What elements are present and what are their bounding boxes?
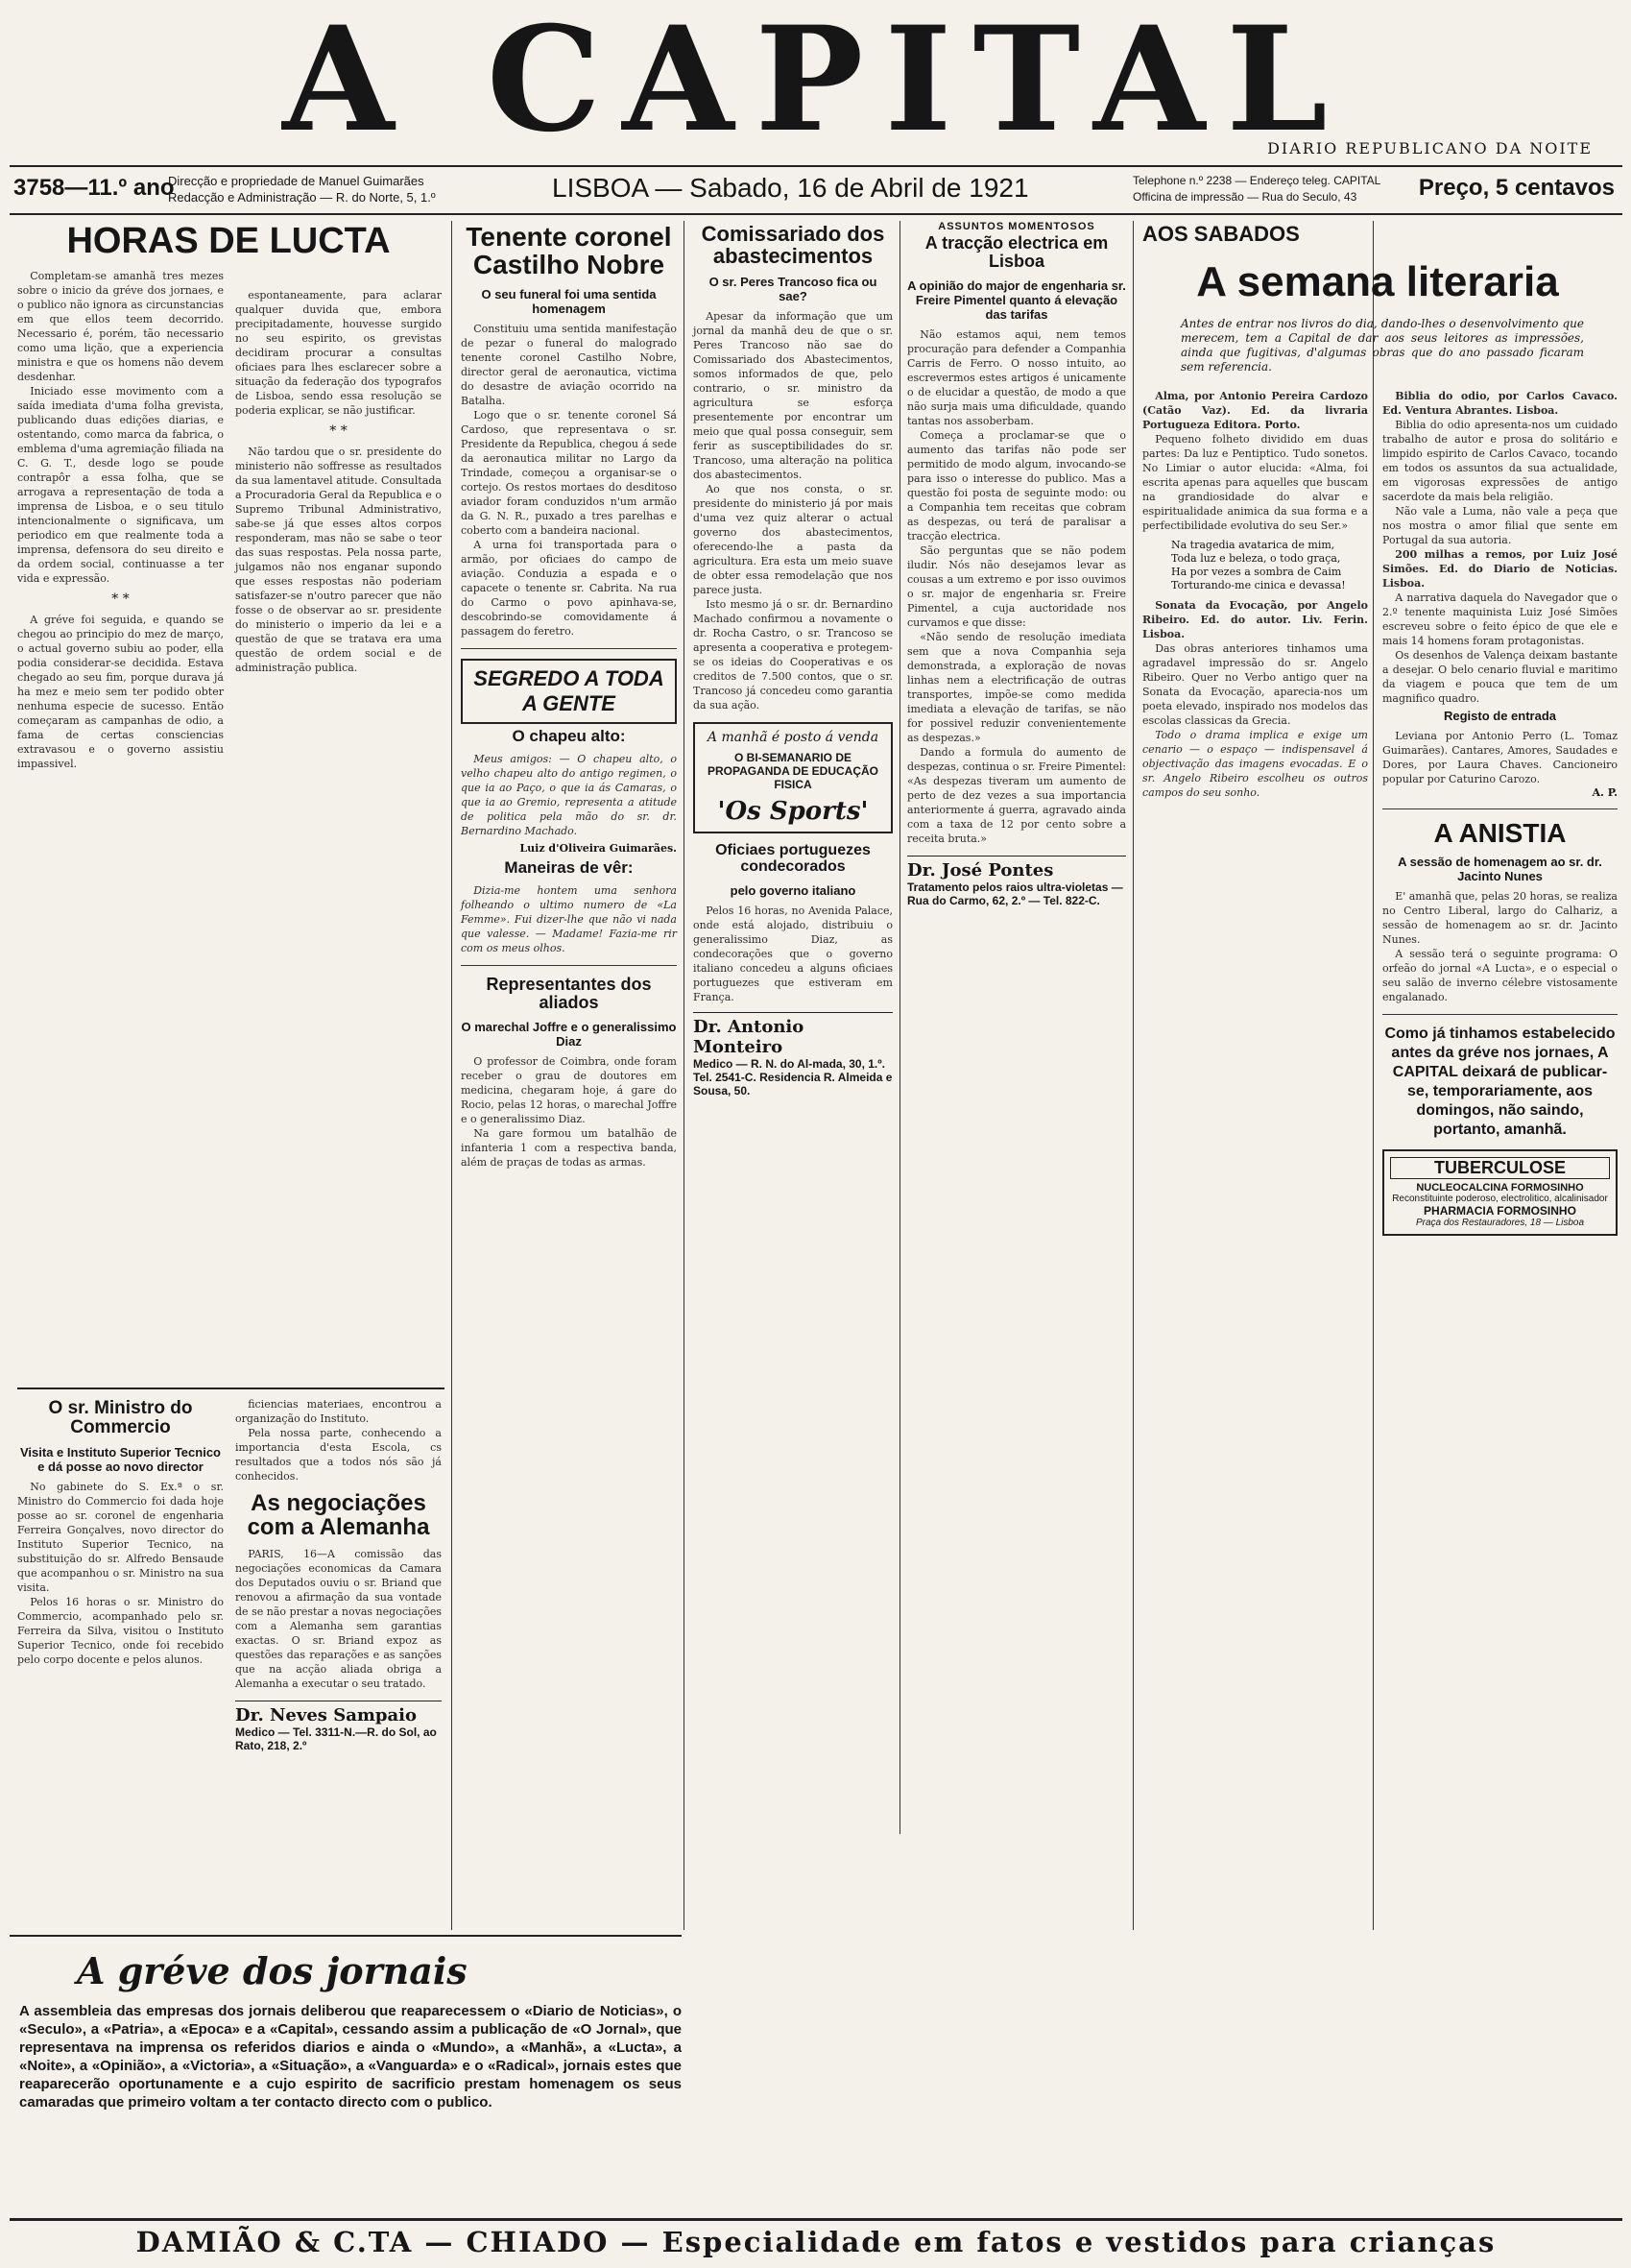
- editorial-info: [168, 173, 436, 205]
- paragraph: No gabinete do S. Ex.ª o sr. Ministro do Commercio foi dada hoje posse ao sr. coronel de engenharia Ferreira Gonçalves, novo director do Instituto Superior Tecnico, na substituição do sr. Alfredo Bensaude que acompanhou o sr. Ministro na sua visita.: [17, 1480, 224, 1594]
- section-break: * *: [111, 591, 130, 607]
- column-rule: [1373, 221, 1374, 1930]
- ad-text: Reconstituinte poderoso, electrolitico, alcalinisador: [1392, 1194, 1608, 1205]
- newspaper-subtitle: DIARIO REPUBLICANO DA NOITE: [1267, 139, 1593, 157]
- headline: A ANISTIA: [1433, 818, 1567, 848]
- article-horas-de-lucta-cont: [235, 288, 442, 1383]
- paragraph: Apesar da informação que um jornal da manhã deu de que o sr. Peres Trancoso não sae do Comissariado dos Abastecimentos, somos informados de que, pelo contrario, o sr. ministro da agricultura se esforça presentemente por encontrar um meio que qual possa conseguir, sem ferir as susceptibilidades do sr. Trancoso, uma alteração na politica dos abastecimentos.: [693, 310, 893, 482]
- paragraph: Não tardou que o sr. presidente do ministerio não soffresse as resultados da sua lamentavel atitude. Consultada a Procuradoria Geral da Republica e o Supremo Tribunal Administrativo, sabe-se já que esses altos corpos responderam, mas não se sabe o teor das suas respostas. Pela nossa parte, julgamos não nos enganar supondo que esses respostas não poderiam satisfazer-se n'outro parecer que não fosse o de observar ao sr. presidente do ministerio o imperio da lei e a questão de que se tratava era uma questão de ordem social e de administração publica.: [235, 446, 442, 674]
- paragraph: Alma, por Antonio Pereira Cardozo (Catão Vaz). Ed. da livraria Portugueza Editora. Porto.: [1142, 390, 1368, 431]
- ad-address: Praça dos Restauradores, 18 — Lisboa: [1415, 1218, 1585, 1229]
- paragraph: Dando a formula do aumento de despezas, continua o sr. Freire Pimentel: «As despezas tiveram um aumento de perto de dez vezes a sua importancia anteriormente á guerra, agravado ainda com a taxa de 12 por cento sobre a receita bruta.»: [907, 745, 1126, 845]
- section-divider: [10, 1935, 682, 1937]
- telephone-line: Telephone n.º 2238 — Endereço teleg. CAPITAL: [1133, 174, 1381, 187]
- divider: [461, 648, 677, 649]
- ad-sub: NUCLEOCALCINA FORMOSINHO: [1416, 1182, 1584, 1194]
- subheadline: O seu funeral foi uma sentida homenagem: [481, 286, 657, 316]
- subheadline: pelo governo italiano: [730, 882, 856, 898]
- ad-name: Dr. Neves Sampaio: [235, 1705, 417, 1726]
- article-negociacoes: [235, 1397, 442, 1935]
- segredo-title: SEGREDO A TODA A GENTE: [461, 659, 677, 724]
- paragraph: Não estamos aqui, nem temos procuração para defender a Companhia Carris de Ferro. O nosso intuito, ao escrevermos estes artigos é unicamente o de elucidar a questão, de modo a que não surja mais uma dificuldade, quando tantas nos assoberbam.: [907, 327, 1126, 427]
- paragraph: E' amanhã que, pelas 20 horas, se realiza no Centro Liberal, largo do Calhariz, a sessão de homenagem ao sr. dr. Jacinto Nunes.: [1382, 890, 1618, 947]
- newspaper-title: A CAPITAL: [282, 0, 1349, 164]
- paragraph: Os desenhos de Valença deixam bastante a desejar. O belo cenario fluvial e maritimo da viagem e pouca que tem de um magnifico quadro.: [1382, 649, 1618, 705]
- paragraph: Biblia do odio apresenta-nos um cuidado trabalho de autor e prosa do solitário e limpido espirito de Carlos Cavaco, tocando em todos os assuntos da sua actualidade, em vigorosas expressões de antigo sacerdote da mais bela religião.: [1382, 419, 1618, 503]
- headline: HORAS DE LUCTA: [66, 221, 391, 261]
- paragraph: «Não sendo de resolução imediata sem que a nova Companhia seja demonstrada, a exploração de novas linhas nem a electrificação de outras transportes, impõe-se como medida imediata a elevação de tarifas, se não for possivel reduzir convenientemente as despezas.»: [907, 630, 1126, 744]
- divider: [1382, 1014, 1618, 1015]
- ad-title: TUBERCULOSE: [1390, 1157, 1610, 1179]
- paragraph: Pelos 16 horas o sr. Ministro do Commercio, acompanhado pelo sr. Ferreira da Silva, visitou o Instituto Superior Tecnico, onde foi recebido pelo corpo docente e pelos alunos.: [17, 1595, 224, 1666]
- article-traccao-electrica: [907, 221, 1126, 2208]
- subheadline: O chapeu alto:: [512, 726, 626, 745]
- paragraph: São perguntas que se não podem iludir. Nós não desejamos levar as cousas a um extremo e por isso ouvimos o sr. major de engenharia sr. Freire Pimentel, a cuja auctoridade nos curvamos e que disse:: [907, 543, 1126, 629]
- doctor-ad: [235, 1701, 442, 1752]
- kicker: AOS SABADOS: [1142, 222, 1300, 246]
- paragraph: A urna foi transportada para o armão, por oficiaes do campo de aviação. Conduzia a espada e o capacete o tenente sr. Cabrita. Na rua do Carmo o povo apinhava-se, descobrindo-se comovidamente á passagem do feretro.: [461, 538, 677, 638]
- subheadline: Maneiras de vêr:: [504, 857, 634, 877]
- subheadline: O sr. Peres Trancoso fica ou sae?: [708, 275, 877, 304]
- paragraph: espontaneamente, para aclarar qualquer duvida que, embora precipitadamente, houvesse surgido no seu espirito, os grevistas decidiram procurar a consultas oficiaes para lhes esclarecer sobre a situação da federação dos typografos de Lisboa, sendo essa resolução se poderia explicar, se não justificar.: [235, 289, 442, 417]
- paragraph: Na gare formou um batalhão de infanteria 1 com a respectiva banda, além de praças de todas as armas.: [461, 1126, 677, 1169]
- column-rule: [899, 221, 900, 1834]
- subheadline: A opinião do major de engenharia sr. Freire Pimentel quanto á elevação das tarifas: [907, 277, 1126, 322]
- paragraph: Pequeno folheto dividido em duas partes: Da luz e Pentiptico. Tudo sonetos. No Limiar o autor elucida: «Alma, foi escrita apenas para aquelles que buscam na grandiosidade do alvar e espiritualidade animica da sua forma e a perfectibilidade evolutiva do seu Ser.»: [1142, 433, 1368, 532]
- paragraph: Pelos 16 horas, no Avenida Palace, onde está alojado, distribuiu o generalissimo Diaz, as condecorações que o governo italiano concedeu a alguns oficiaes portuguezes que estiveram em França.: [693, 904, 893, 1003]
- headline: Tenente coronel Castilho Nobre: [466, 222, 672, 280]
- section-divider: [17, 1387, 444, 1389]
- paragraph: Das obras anteriores tinhamos uma agradavel impressão do sr. Angelo Ribeiro. Quer no Verbo antigo quer na Sonata da Evocação, aparecia-nos um poeta elevado, inspirado nos modelos das escolas classicas da Grecia.: [1142, 642, 1368, 727]
- semana-literaria-headline: A semana literaria: [1196, 258, 1559, 305]
- paragraph: ficiencias materiaes, encontrou a organização do Instituto.: [235, 1398, 442, 1425]
- subheadline: A sessão de homenagem ao sr. dr. Jacinto Nunes: [1398, 855, 1602, 884]
- paragraph: Meus amigos: — O chapeu alto, o velho chapeu alto do antigo regimen, o que ia ao Paço, o que ia ás Camaras, o que ia ao Gremio, representa a atitude de politica pela mão do sr. dr. Bernardino Machado.: [461, 752, 677, 837]
- paragraph: Constituiu uma sentida manifestação de pezar o funeral do malogrado tenente coronel Castilho Nobre, director geral de aeronautica, victima do desastre de aviação ocorrido na Batalha.: [461, 322, 677, 407]
- subheadline: Registo de entrada: [1443, 709, 1557, 723]
- headline: As negociações com a Alemanha: [247, 1490, 430, 1541]
- column-rule: [451, 221, 452, 1930]
- ad-name: Dr. Antonio Monteiro: [693, 1016, 804, 1057]
- signature: A. P.: [1592, 786, 1618, 799]
- headline: Oficiaes portuguezes condecorados: [715, 842, 871, 875]
- paragraph: PARIS, 16—A comissão das negociações economicas da Camara dos Deputados ouviu o sr. Briand que renovou a afirmação da sua vontade de se não prestar a novas negociações com a Alemanha sem garantias exactas. O sr. Briand expoz as questões das reparações e as sanções que na acção aliada obriga a Alemanha a executar o seu tratado.: [235, 1548, 442, 1691]
- ad-line: 'Os Sports': [717, 797, 869, 827]
- paragraph: Começa a proclamar-se que o aumento das tarifas não pode ser permitido de modo algum, invocando-se para isso o interesse do publico. Mas a questão foi posta de seguinte modo: ou a Companhia tem receitas que cobram as despezas, ou terá de paralisar a tracção electrica.: [907, 428, 1126, 543]
- dateline: LISBOA — Sabado, 16 de Abril de 1921: [552, 173, 1029, 203]
- issue-number: 3758—11.º ano: [13, 175, 175, 201]
- paragraph: O professor de Coimbra, onde foram receber o grau de doutores em medicina, chegaram hoje, á gare do Rocio, pelas 12 horas, o marechal Joffre e o generalissimo Diaz.: [461, 1054, 677, 1125]
- paragraph: Ao que nos consta, o sr. presidente do ministerio já por mais d'uma vez quiz alterar o actual governo dos abastecimentos, oferecendo-lhe a pasta da agricultura. Era esta um meio suave de obter essa remodelação que nos parece justa.: [693, 483, 893, 597]
- paragraph: Biblia do odio, por Carlos Cavaco. Ed. Ventura Abrantes. Lisboa.: [1382, 390, 1618, 417]
- printshop-line: Officina de impressão — Rua do Seculo, 43: [1133, 190, 1357, 204]
- footer-ad: DAMIÃO & C.TA — CHIADO — Especialidade em fatos e vestidos para crianças: [10, 2218, 1622, 2264]
- paragraph: Isto mesmo já o sr. dr. Bernardino Machado confirmou a novamente o dr. Rocha Castro, o sr. Trancoso se apresenta a cooperativa e protegem-se os ideias do Cooperativas e os creditos de 7.500 contos, que o sr. Trancoso já concedeu como garantia da sua ação.: [693, 598, 893, 712]
- greve-headline: A gréve dos jornais: [77, 1949, 468, 1992]
- review-alma: [1142, 389, 1368, 2213]
- ad-line: A manhã é posto á venda: [707, 730, 879, 746]
- os-sports-ad: [693, 722, 893, 833]
- ad-line: O BI-SEMANARIO DE PROPAGANDA DE EDUCAÇÃO FISICA: [707, 751, 878, 792]
- paragraph: 200 milhas a remos, por Luiz José Simões. Ed. do Diario de Noticias. Lisboa.: [1382, 548, 1618, 590]
- paragraph: Dizia-me hontem uma senhora folheando o ultimo numero de «La Femme». Fui dizer-lhe que não vi nada que valesse. — Madame! Fazia-me rir com os meus olhos.: [461, 883, 677, 954]
- subheadline: Visita e Instituto Superior Tecnico e dá posse ao novo director: [19, 1444, 221, 1474]
- verse-line: Torturando-me cinica e devassa!: [1171, 579, 1346, 591]
- review-biblia: [1382, 389, 1618, 2213]
- divider: [1382, 808, 1618, 809]
- paragraph: Não vale a Luma, não vale a peça que nos mostra o amor filial que sente em Portugal da sua autoria.: [1382, 505, 1618, 546]
- kicker: ASSUNTOS MOMENTOSOS: [938, 221, 1095, 232]
- price: Preço, 5 centavos: [1418, 175, 1615, 201]
- article-castilho-nobre: [461, 221, 677, 2208]
- editorial-line: Redacção e Administração — R. do Norte, 5, 1.º: [168, 190, 436, 205]
- headline: O sr. Ministro do Commercio: [48, 1398, 193, 1437]
- ad-text: Tratamento pelos raios ultra-violetas — Rua do Carmo, 62, 2.º — Tel. 822-C.: [907, 880, 1123, 907]
- paragraph: Pela nossa parte, conhecendo a importancia d'esta Escola, cs resultados que a todos nós são já conhecidos.: [235, 1427, 442, 1483]
- info-bar: [10, 165, 1622, 215]
- article-comissariado: [693, 221, 893, 2208]
- doctor-ad: [693, 1012, 893, 1098]
- subheadline: O marechal Joffre e o generalissimo Diaz: [461, 1019, 677, 1049]
- paragraph: A sessão terá o seguinte programa: O orfeão do jornal «A Lucta», e o especial o seu salão de inverno célebre vistosamente engalanado.: [1382, 948, 1618, 1004]
- paragraph: Sonata da Evocação, por Angelo Ribeiro. Ed. do autor. Liv. Ferin. Lisboa.: [1142, 599, 1368, 640]
- verse-line: Toda luz e beleza, o todo graça,: [1171, 552, 1341, 565]
- contact-info: [1133, 173, 1380, 205]
- paragraph: Completam-se amanhã tres mezes sobre o inicio da gréve dos jornaes, e o publico não ignora as circunstancias em que ellos teem decorrido. Necessario é, porém, tão necessario como uma lição, que a experiencia ministra e que os homens não devem desdenhar.: [17, 269, 224, 383]
- paragraph: A gréve foi seguida, e quando se chegou ao principio do mez de março, o actual governo subiu ao poder, ella podia considerar-se decidida. Estava chegado ao seu fim, porque durava já ha mez e meio sem ter podido obter nenhuma especie de sucesso. Então começaram as campanhas de odio, a fama de certas consciencias extravasou e o governo assistiu impassivel.: [17, 613, 224, 770]
- paragraph: Todo o drama implica e exige um cenario — o espaço — indispensavel á objectivação das imagens evocadas. E o sr. Angelo Ribeiro escolheu os outros campos do seu sonho.: [1142, 729, 1368, 799]
- paragraph: A narrativa daquela do Navegador que o 2.º tenente maquinista Luiz José Simões escreveu sobre o feito épico de que ele e mais 14 homens foram protagonistas.: [1382, 591, 1618, 647]
- article-ministro-commercio: [17, 1397, 224, 1935]
- ad-text: Medico — Tel. 3311-N.—R. do Sol, ao Rato, 218, 2.º: [235, 1725, 437, 1753]
- intro-text: Antes de entrar nos livros do dia, dando-lhes o desenvolvimento que merecem, tem a Capital de dar aos seus leitores as impressões, ainda que fugitivas, d'algumas obras que do ano passado ficaram sem referencia.: [1181, 317, 1584, 374]
- headline: A tracção electrica em Lisboa: [924, 233, 1109, 271]
- paragraph: Logo que o sr. tenente coronel Sá Cardoso, que representava o sr. Presidente da Republica, chegou á sede da aeronautica militar no Largo da Trindade, começou a organisar-se o cortejo. Os restos mortaes do desditoso aviador foram conduzidos n'um armão da G. N. R., puxado a tres parelhas e coberto com a bandeira nacional.: [461, 408, 677, 537]
- masthead: [0, 0, 1631, 168]
- direction-line: Direcção e propriedade de Manuel Guimarães: [168, 174, 424, 188]
- signature: Luiz d'Oliveira Guimarães.: [519, 841, 677, 855]
- ad-text: Medico — R. N. do Al-mada, 30, 1.º. Tel. 2541-C. Residencia R. Almeida e Sousa, 50.: [693, 1056, 893, 1098]
- greve-text: A assembleia das empresas dos jornais deliberou que reaparecessem o «Diario de Noticias», o «Seculo», a «Patria», a «Epoca» e a «Capital», cessando assim a publicação de «O Jornal», que representava na imprensa os referidos diarios e ainda o «Mundo», a «Manhã», a «Lucta», a «Noite», a «Opinião», a «Victoria», a «Situação», a «Vanguarda» e o «Radical», jornais estes que reaparecerão oportunamente e a cujo espirito de sacrificio prestam homenagem os seus camaradas que primeiro voltam a ter contacto directo com o publico.: [19, 2003, 682, 2111]
- column-rule: [1133, 221, 1134, 1930]
- headline: Representantes dos aliados: [486, 974, 652, 1012]
- divider: [461, 965, 677, 966]
- tuberculose-ad: [1382, 1149, 1618, 1236]
- ad-name: Dr. José Pontes: [907, 859, 1054, 881]
- verse: [1142, 533, 1368, 598]
- ad-pharmacy: PHARMACIA FORMOSINHO: [1424, 1204, 1576, 1218]
- headline: Comissariado dos abastecimentos: [701, 222, 885, 269]
- verse-line: Ha por vezes a sombra de Caim: [1171, 566, 1342, 578]
- sunday-notice: Como já tinhamos estabelecido antes da gréve nos jornaes, A CAPITAL deixará de publicar-se, temporariamente, aos domingos, não saindo, portanto, amanhã.: [1384, 1025, 1616, 1139]
- paragraph: Leviana por Antonio Perro (L. Tomaz Guimarães). Cantares, Amores, Saudades e Dores, por Laura Chaves. Cancioneiro popular por Caturino Carozo.: [1382, 730, 1618, 785]
- paragraph: Iniciado esse movimento com a saída imediata d'uma folha grevista, publicando duas edições diarias, e ostentando, como marca da fabrica, o emblema d'uma agremiação filiada na C. G. T., desde logo se poude contrapôr a essa folha, que se arrogava a representação de toda a imprensa de Lisboa, e o seu titulo intencionalmente o significava, um periodico em que realmente toda a imprensa, defensora do seu direito e da ordem social, continuasse a ter vida e expressão.: [17, 384, 224, 585]
- doctor-ad: [907, 856, 1126, 907]
- verse-line: Na tragedia avatarica de mim,: [1171, 539, 1335, 551]
- section-break: * *: [329, 423, 348, 439]
